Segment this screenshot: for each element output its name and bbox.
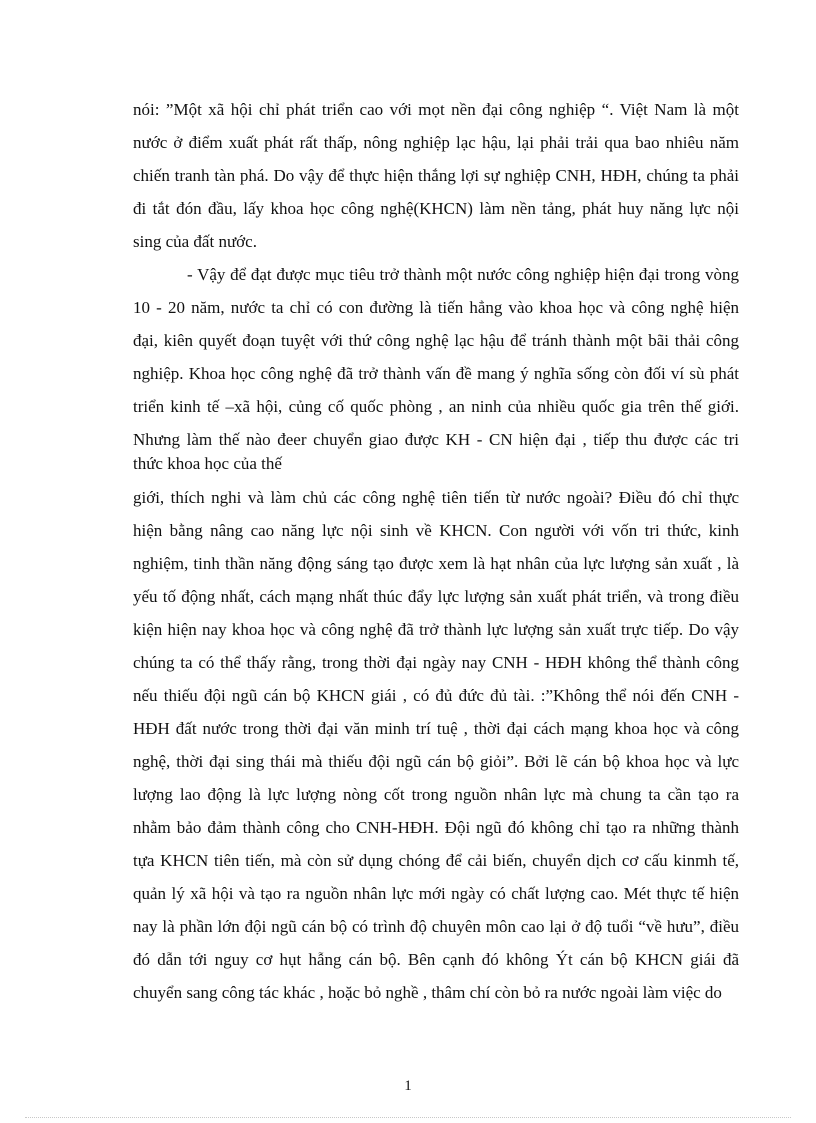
text-line: chúng ta có thể thấy rằng, trong thời đại ngày nay CNH - HĐH không thể thành công xyxy=(133,653,739,672)
text-line: tựa KHCN tiên tiến, mà còn sử dụng chóng để cải biến, chuyển dịch cơ cấu kinmh tế, xyxy=(133,851,739,870)
text-line: thức khoa học của thế xyxy=(133,454,282,473)
page-bottom-rule xyxy=(25,1117,791,1118)
text-line: nghệ, thời đại sing thái mà thiếu đội ngũ cán bộ giỏi”. Bởi lẽ cán bộ khoa học và lực xyxy=(133,752,739,771)
text-line: triển kinh tế –xã hội, củng cố quốc phòng , an ninh của nhiều quốc gia trên thế giới. xyxy=(133,397,739,416)
text-line: quản lý xã hội và tạo ra nguồn nhân lực mới ngày có chất lượng cao. Mét thực tế hiện xyxy=(133,884,739,903)
page-number: 1 xyxy=(404,1078,412,1094)
text-line: - Vậy để đạt được mục tiêu trở thành một nước công nghiệp hiện đại trong vòng xyxy=(187,265,739,284)
text-line: nay là phần lớn đội ngũ cán bộ có trình độ chuyên môn cao lại ở độ tuổi “về hưu”, điều xyxy=(133,917,739,936)
text-line: chuyển sang công tác khác , hoặc bỏ nghề , thâm chí còn bỏ ra nước ngoài làm việc do xyxy=(133,983,722,1002)
text-line: lượng lao động là lực lượng nòng cốt trong nguồn nhân lực mà chung ta cần tạo ra xyxy=(133,785,739,804)
text-line: nước ở điểm xuất phát rất thấp, nông nghiệp lạc hậu, lại phải trải qua bao nhiêu năm xyxy=(133,133,739,152)
text-line: đi tắt đón đầu, lấy khoa học công nghệ(KHCN) làm nền tảng, phát huy năng lực nội xyxy=(133,199,739,218)
text-line: nói: ”Một xã hội chỉ phát triển cao với mọt nền đại công nghiệp “. Việt Nam là một xyxy=(133,100,739,119)
text-line: đó dẫn tới nguy cơ hụt hẫng cán bộ. Bên cạnh đó không Ýt cán bộ KHCN giái đã xyxy=(133,950,739,969)
text-line: nghiệm, tinh thần năng động sáng tạo được xem là hạt nhân của lực lượng sản xuất , là xyxy=(133,554,739,573)
text-line: HĐH đất nước trong thời đại văn minh trí tuệ , thời đại cách mạng khoa học và công xyxy=(133,719,739,738)
text-line: giới, thích nghi và làm chủ các công nghệ tiên tiến từ nước ngoài? Điều đó chỉ thực xyxy=(133,488,739,507)
text-line: nhằm bảo đảm thành công cho CNH-HĐH. Đội ngũ đó không chỉ tạo ra những thành xyxy=(133,818,739,837)
text-line: kiện hiện nay khoa học và công nghệ đã trở thành lực lượng sản xuất trực tiếp. Do vậy xyxy=(133,620,739,639)
text-line: yếu tố động nhất, cách mạng nhất thúc đẩy lực lượng sản xuất phát triển, và trong điều xyxy=(133,587,739,606)
text-line: hiện bằng nâng cao năng lực nội sinh về KHCN. Con người với vốn tri thức, kinh xyxy=(133,521,739,540)
text-line: nếu thiếu đội ngũ cán bộ KHCN giái , có đủ đức đủ tài. :”Không thể nói đến CNH - xyxy=(133,686,739,705)
text-line: chiến tranh tàn phá. Do vậy để thực hiện thắng lợi sự nghiệp CNH, HĐH, chúng ta phải xyxy=(133,166,739,185)
text-line: sing của đất nước. xyxy=(133,232,257,251)
text-line: nghiệp. Khoa học công nghệ đã trở thành vấn đề mang ý nghĩa sống còn đối ví sù phát xyxy=(133,364,739,383)
text-line: Nhưng làm thế nào đeer chuyển giao được KH - CN hiện đại , tiếp thu được các tri xyxy=(133,430,739,449)
text-line: đại, kiên quyết đoạn tuyệt với thứ công nghệ lạc hậu để tránh thành một bãi thải công xyxy=(133,331,739,350)
text-line: 10 - 20 năm, nước ta chỉ có con đường là tiến hẳng vào khoa học và công nghệ hiện xyxy=(133,298,739,317)
